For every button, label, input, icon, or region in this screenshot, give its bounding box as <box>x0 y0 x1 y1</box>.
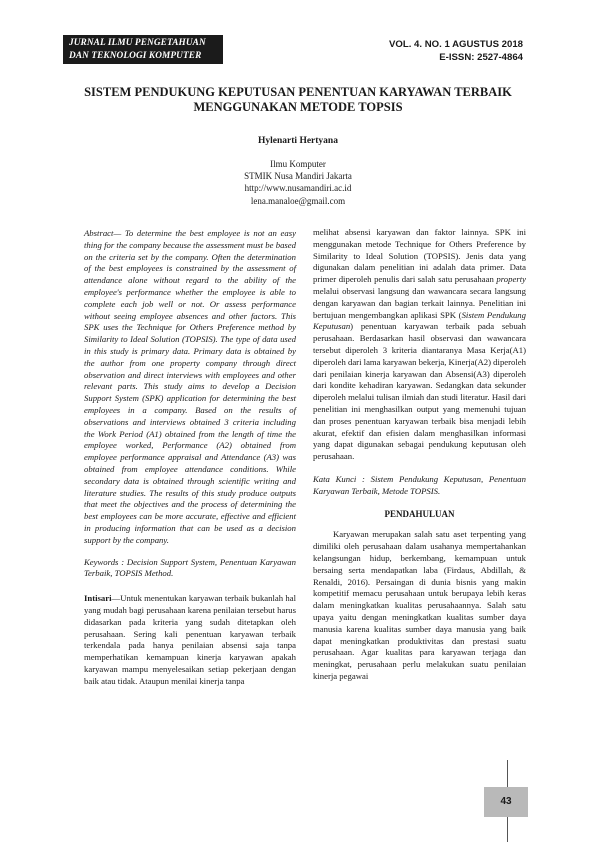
paper-title-line1: SISTEM PENDUKUNG KEPUTUSAN PENENTUAN KARYAWAN TERBAIK <box>84 85 512 99</box>
pendahuluan-paragraph: Karyawan merupakan salah satu aset terpenting yang dimiliki oleh perusahaan dalam usahanya mempertahankan kelangsungan hidup, berkembang, kemampuan untuk bersaing serta mendapatkan laba (Firdaus, Abdillah, & Renaldi, 2016). Persaingan di dunia bisnis yang makin kompetitif memacu perusahaan untuk berupaya lebih keras dalam meningkatkan kualitas perusahaannya. Salah satu upaya yaitu dengan meningkatkan kualitas sumber daya manusia karena kualitas sumber daya manusia yang baik dapat meningkatkan produktivitas dan prestasi suatu perusahaan. Agar kualitas para karyawan terjaga dan meningkat, perusahaan perlu melakukan suatu penilaian kinerja pegawai <box>313 529 526 681</box>
issue-info <box>389 39 523 64</box>
journal-name-line2: DAN TEKNOLOGI KOMPUTER <box>69 50 202 61</box>
paper-title-line2: MENGGUNAKAN METODE TOPSIS <box>193 100 403 114</box>
left-column <box>84 228 296 687</box>
intisari-property-word: property <box>496 274 526 285</box>
affiliation-institution: STMIK Nusa Mandiri Jakarta <box>244 171 352 182</box>
keywords-text: Keywords : Decision Support System, Penentuan Karyawan Terbaik, TOPSIS Method. <box>84 556 296 579</box>
volume-info: VOL. 4. NO. 1 AGUSTUS 2018 <box>389 39 523 50</box>
abstract-text: Abstract— To determine the best employee is not an easy thing for the company because the assessment must be based on the criteria set by the company. Often the determination of the best employees is constrained by the assessment of attendance alone without regard to the ability of the employee's performance whether the employee is able to complete each job well or not. Or assess performance without seeing employee absences and other factors. This SPK uses the Technique for Others Preference method by Similarity to Ideal Solution (TOPSIS). The type of data used in this study is primary data. Primary data is obtained by the author from one property company through direct observation and direct interviews with employees and other relevant parts. This study aims to develop a Decision Support System (SPK) application for determining the best employees in a company. Based on the results of observations and interviews obtained 3 criteria including the Work Period (A1) obtained from the length of time the employee worked, Performance (A2) obtained from employee performance appraisal and Attendance (A3) was obtained from employee attendance conditions. While secondary data is obtained through scientific writing and literature studies. The results of this study produce outputs that meet the objectives and the process of determining the best employees can be more accurate, effective and efficient in producing information that can be used as a decision support by the company. <box>84 228 296 545</box>
affiliation-dept: Ilmu Komputer <box>270 159 326 169</box>
right-column <box>313 227 526 683</box>
intisari-continued-c: ) penentuan karyawan terbaik pada sebuah perusahaan. Berdasarkan hasil observasi dan wawancara tersebut diperoleh 3 kriteria diantaranya Masa Kerja(A1) diperoleh dari lama karyawan bekerja, Kinerja(A2) diperoleh dari penilaian kinerja karyawan dan Absensi(A3) diperoleh dari kondite kehadiran karyawan. Sedangkan data sekunder diperoleh melalui tulisan ilmiah dan studi literatur. Hasil dari penelitian ini menghasilkan output yang memenuhi tujuan dan proses penentuan karyawan terbaik bisa menjadi lebih akurat, efektif dan efisien dalam menghasilkan informasi yang dapat digunakan sebagai pendukung keputusan oleh perusahaan. <box>313 321 526 462</box>
journal-name-line1: JURNAL ILMU PENGETAHUAN <box>69 38 206 48</box>
paper-title <box>62 85 534 115</box>
intisari-continued-b: melalui observasi langsung dan wawancara secara langsung dengan karyawan dan bagian terkait lainnya. Penelitian ini bertujuan mengembangkan aplikasi SPK ( <box>313 285 526 320</box>
page-number: 43 <box>484 787 528 817</box>
intisari-spk-term: Sistem Pendukung Keputusan <box>313 309 526 332</box>
affiliation-url[interactable]: http://www.nusamandiri.ac.id <box>244 183 352 194</box>
issn-info: E-ISSN: 2527-4864 <box>439 51 523 63</box>
intisari-continued-a: melihat absensi karyawan dan faktor lainnya. SPK ini menggunakan metode Technique for Others Preference by Similarity to Ideal Solution (TOPSIS). Jenis data yang digunakan dalam penelitian ini adalah data primer. Data primer diperoleh penulis dari salah satu perusahaan <box>313 227 526 285</box>
journal-name-box <box>63 35 223 64</box>
kata-kunci-text: Kata Kunci : Sistem Pendukung Keputusan, Penentuan Karyawan Terbaik, Metode TOPSIS. <box>313 473 526 496</box>
section-heading-pendahuluan: PENDAHULUAN <box>384 508 455 519</box>
author-name: Hylenarti Hertyana <box>258 136 338 146</box>
intisari-paragraph <box>84 593 296 687</box>
affiliation-email[interactable]: lena.manaloe@gmail.com <box>250 195 346 206</box>
intisari-text: —Untuk menentukan karyawan terbaik bukanlah hal yang mudah bagi perusahaan karena penilaian tersebut harus didasarkan pada kriteria yang sudah ditetapkan oleh perusahaan. Sering kali penentuan karyawan terbaik terkendala pada hanya penilaian absensi saja tanpa memperhatikan kemampuan kinerja karyawan apakah karyawan mampu menyelesaikan setiap pekerjaan dengan baik atau tidak. Ataupun menilai kinerja tanpa <box>84 593 296 686</box>
affiliation-block <box>62 158 534 207</box>
intisari-continued <box>313 227 526 463</box>
intisari-lead: Intisari <box>84 593 112 604</box>
